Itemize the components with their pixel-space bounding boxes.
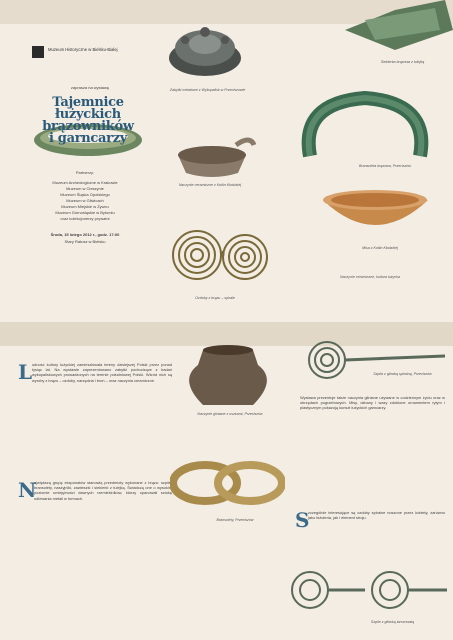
clay-vessel-image [168, 115, 256, 180]
caption-bracelet: Bransoleta brązowa, Przeciszów [359, 164, 411, 168]
exhibition-title [32, 95, 144, 155]
opening-date: Środa, 15 lutego 2012 r., godz. 17:00 [50, 232, 120, 237]
article-paragraph-2: ajwiększą grupę eksponatów stanowią przedmioty wykonane z brązu: szpile, bransolety, naszyjniki, zawieszki i siekierki z tulejką. Świadczą one o wysokim poziomie umiejętności dawnych rzemieślników, którzy opanowali sztukę odlewania metali w formach. [34, 480, 172, 501]
caption-pins-bottom: Szpile z główką tarczowatą [370, 620, 415, 624]
institution-name: Muzeum Historyczne w Bielsku-Białej [48, 47, 118, 52]
title-line-1: Tajemnice [52, 95, 124, 110]
caption-rings: Bransolety, Przeciszów [216, 518, 254, 522]
article-paragraph-3: Wystawa prezentuje także naczynia gliniane używane w codziennym życiu oraz w obrzędach pogrzebowych. Misy, dzbany i wazy zdobione ornamentem rytym i plastycznym pokazują kunszt łużyckich garncarzy. [300, 395, 445, 411]
organizer-4: Muzeum w Gliwicach [66, 198, 104, 203]
article-paragraph-4: zczególnie interesujące są ozdoby spiralne noszone przez kobiety, zarówno jako biżuteria, jak i element stroju. [308, 510, 445, 521]
bronze-axe-image [335, 0, 453, 60]
green-bracelet-image [290, 88, 440, 163]
title-line-2: łużyckich [55, 107, 121, 122]
spiral-ornaments-image [165, 215, 275, 295]
dropcap-n: N [18, 478, 37, 502]
organizers-heading: Partnerzy: [75, 170, 95, 175]
title-line-4: i garncarzy [48, 131, 128, 146]
clay-jar-image [178, 340, 278, 410]
caption-vessel-small: Naczynie ceramiczne z Kotlin Kłodzkiej [178, 183, 242, 187]
title-line-3: brązowników [42, 119, 134, 134]
opening-place: Stary Ratusz w Bielsku [64, 239, 106, 244]
caption-bowl: Misa z Kotlin Kłodzkiej [362, 246, 398, 250]
organizer-6: Muzeum Górnośląskie w Bytomiu [55, 210, 115, 215]
ceramic-bowl-image [318, 180, 433, 242]
organizer-5: Muzeum Miejskie w Żywcu [61, 204, 109, 209]
article-paragraph-1: udność kultury łużyckiej zamieszkiwała tereny dzisiejszej Polski przez ponad tysiąc lat. Na wystawie zaprezentowano zabytki pochodzące z badań wykopaliskowych prowadzonych na terenie południowej Polski. Wśród nich są wyroby z brązu – ozdoby, narzędzia i broń – oraz naczynia ceramiczne. [32, 362, 172, 383]
organizer-1: Muzeum Archeologiczne w Krakowie [52, 180, 118, 185]
dropcap-s: S [295, 508, 310, 532]
caption-disc: Zabytki metalowe z Wykopalisk w Przeciszowie [169, 88, 246, 92]
caption-axe: Siekierka brązowa z tulejką [380, 60, 425, 64]
caption-bowl-2: Naczynie ceramiczne, kultura łużycka [340, 275, 400, 279]
caption-pin-top: Szpila z główką spiralną, Przeciszów [373, 372, 432, 376]
caption-spirals: Ozdoby z brązu – spirale [195, 296, 235, 300]
dropcap-l: L [18, 360, 33, 384]
bronze-rings-image [170, 455, 285, 510]
museum-logo-icon [32, 46, 44, 58]
organizer-3: Muzeum Śląska Opolskiego [60, 192, 110, 197]
exhibition-intro: zaprasza na wystawę [70, 85, 110, 90]
disc-pins-image [285, 565, 450, 615]
caption-jar: Naczynie gliniane z uszkami, Przeciszów [197, 412, 263, 416]
disc-artifact-image [165, 22, 245, 80]
organizer-7: oraz kolekcjonerzy prywatni [60, 216, 110, 221]
organizer-2: Muzeum w Cieszynie [66, 186, 104, 191]
